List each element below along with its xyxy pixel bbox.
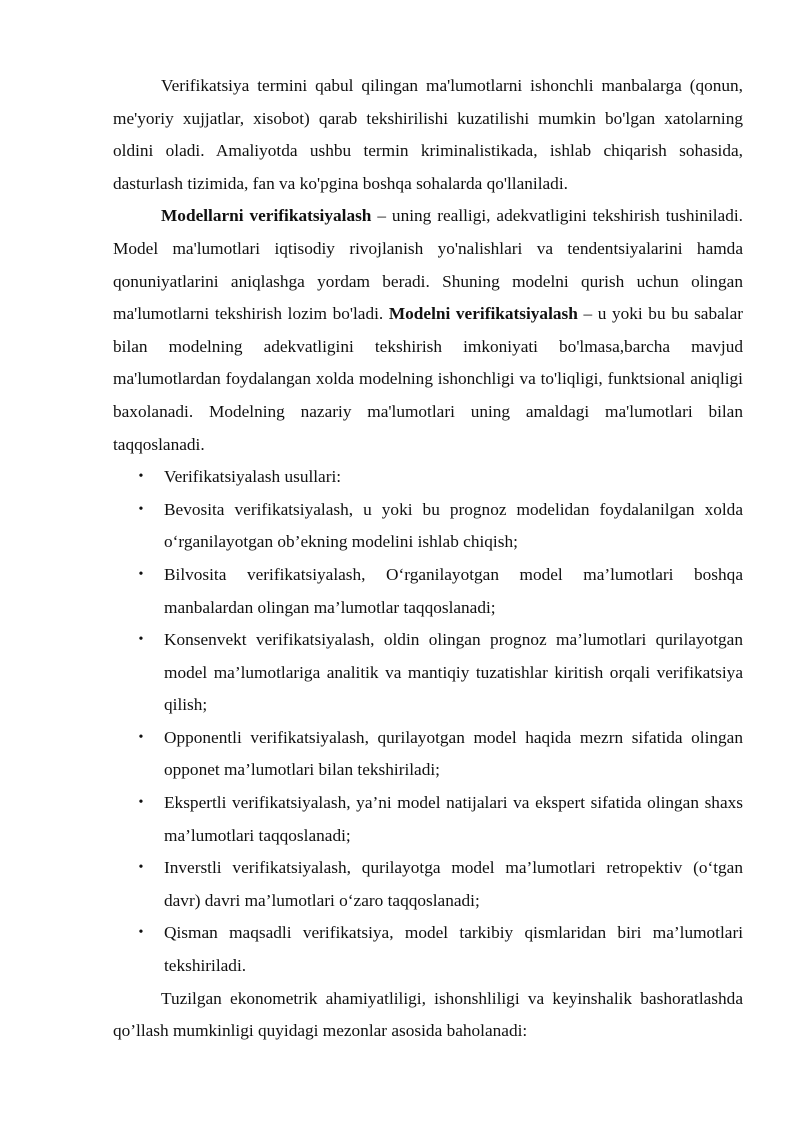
bullet-icon: •	[138, 632, 144, 648]
bold-term-model-verification: Modelni verifikatsiyalash	[388, 304, 578, 324]
bullet-icon: •	[138, 860, 144, 876]
bullet-icon: •	[138, 469, 144, 485]
verification-methods-list	[113, 461, 743, 983]
paragraph-verification-term: Verifikatsiya termini qabul qilingan ma'lumotlarni ishonchli manbalarga (qonun, me'yoriy xujjatlar, xisobot) qarab tekshirilishi kuzatilishi mumkin bo'lgan xatolarning oldini oladi. Amaliyotda ushbu termin kriminalistikada, ishlab chiqarish sohasida, dasturlash tizimida, fan va ko'pgina boshqa sohalarda qo'llaniladi.	[113, 76, 743, 193]
list-item-text: Konsenvekt verifikatsiyalash, oldin olingan prognoz ma’lumotlari qurilayotgan model ma’lumotlariga analitik va mantiqiy tuzatishlar kiritish orqali verifikatsiya qilish;	[164, 630, 743, 715]
bullet-icon: •	[138, 795, 144, 811]
list-item-text: Qisman maqsadli verifikatsiya, model tarkibiy qismlaridan biri ma’lumotlari tekshiriladi.	[164, 923, 743, 976]
list-item-text: Opponentli verifikatsiyalash, qurilayotgan model haqida mezrn sifatida olingan opponet ma’lumotlari bilan tekshiriladi;	[164, 727, 743, 780]
paragraph-text: – uning realligi, adekvatligini tekshirish tushiniladi. Model ma'lumotlari iqtisodiy rivojlanish yo'nalishlari va tendentsiyalarini hamda qonuniyatlarini aniqlashga yordam beradi. Shuning modelni qurish uchun olingan ma'lumotlarni tekshirish lozim bo'ladi.	[113, 206, 743, 324]
list-item	[113, 917, 743, 982]
paragraph-text: – u yoki bu bu sabalar bilan modelning adekvatligini tekshirish imkoniyati bo'lmasa,barcha mavjud ma'lumotlardan foydalangan xolda modelning ishonchligi va to'liqligi, funktsional aniqligi baxolanadi. Modelning nazariy ma'lumotlari uning amaldagi ma'lumotlari bilan taqqoslanadi.	[113, 304, 744, 454]
paragraph-evaluation-criteria: Tuzilgan ekonometrik ahamiyatliligi, ishonshliligi va keyinshalik bashoratlashda qo’llash mumkinligi quyidagi mezonlar asosida baholanadi:	[113, 988, 743, 1041]
bullet-icon: •	[138, 729, 144, 745]
bullet-icon: •	[138, 566, 144, 582]
bold-term-models-verification: Modellarni verifikatsiyalash	[161, 206, 372, 226]
list-item	[113, 624, 743, 722]
list-item	[113, 494, 743, 559]
list-item	[113, 461, 743, 494]
list-item	[113, 852, 743, 917]
list-item	[113, 787, 743, 852]
list-item	[113, 722, 743, 787]
bullet-icon: •	[138, 925, 144, 941]
bullet-icon: •	[138, 501, 144, 517]
list-item-text: Ekspertli verifikatsiyalash, ya’ni model natijalari va ekspert sifatida olingan shaxs ma’lumotlari taqqoslanadi;	[164, 793, 743, 845]
list-item-text: Bilvosita verifikatsiyalash, O‘rganilayotgan model ma’lumotlari boshqa manbalardan olingan ma’lumotlar taqqoslanadi;	[164, 564, 743, 617]
list-item-text: Verifikatsiyalash usullari:	[164, 467, 342, 487]
list-item	[113, 559, 743, 624]
list-item-text: Inverstli verifikatsiyalash, qurilayotga model ma’lumotlari retropektiv (o‘tgan davr) davri ma’lumotlari o‘zaro taqqoslanadi;	[164, 858, 743, 910]
paragraph-model-verification	[113, 200, 743, 461]
list-item-text: Bevosita verifikatsiyalash, u yoki bu prognoz modelidan foydalanilgan xolda o‘rganilayotgan ob’ekning modelini ishlab chiqish;	[164, 499, 743, 552]
